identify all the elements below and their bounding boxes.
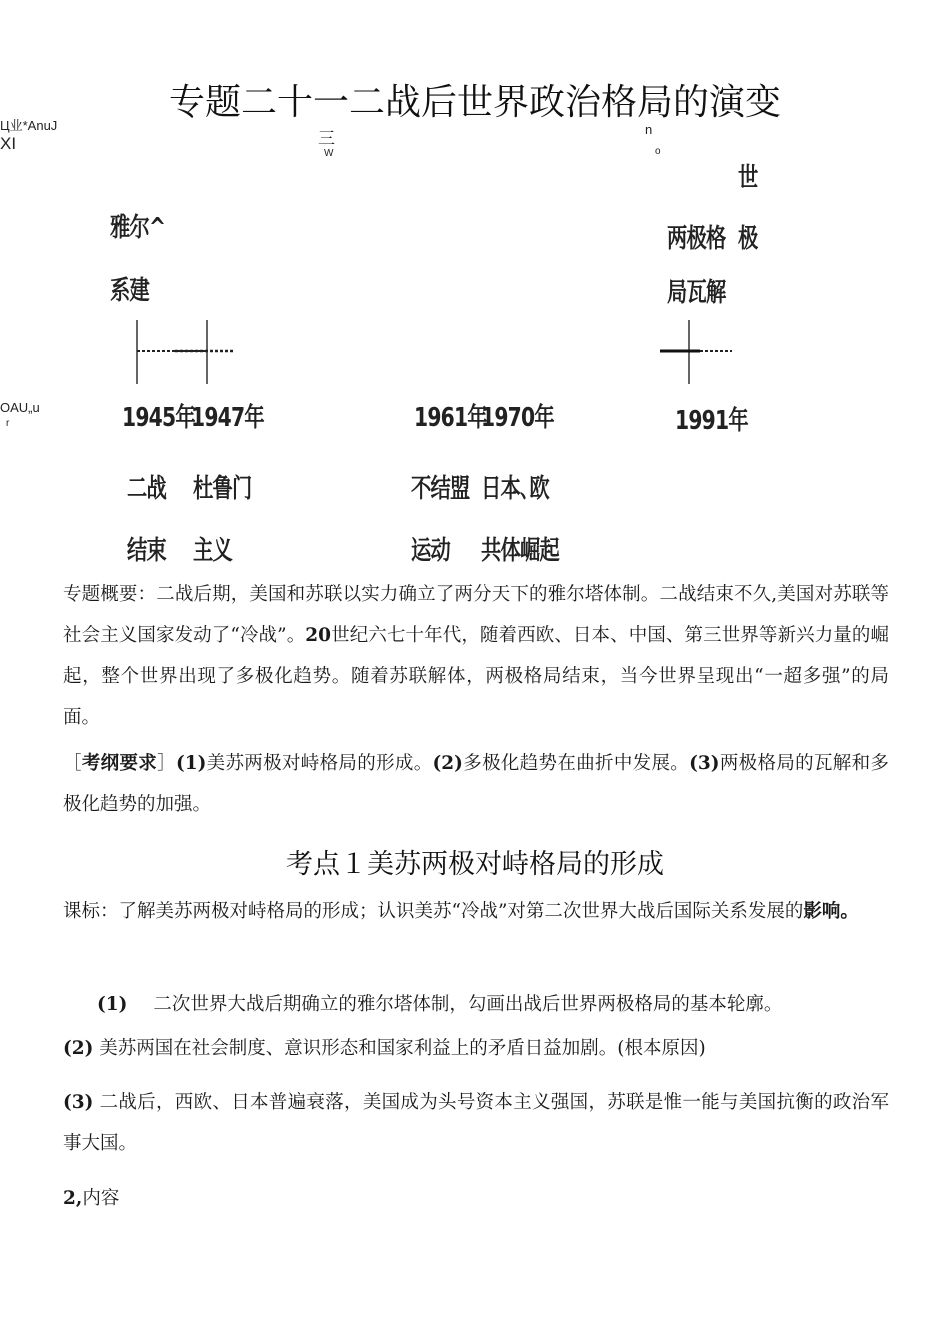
timeline-label: 极 — [738, 224, 758, 254]
bracket: ］ — [157, 753, 176, 774]
overview-number: 20 — [305, 625, 332, 646]
point-item — [63, 1034, 706, 1060]
requirements-paragraph — [63, 743, 889, 825]
timeline-label: 两极格 — [667, 224, 726, 254]
item-number: (1) — [97, 994, 128, 1015]
item-number: (2) — [63, 1038, 94, 1059]
timeline-event: 日本､欧 — [481, 474, 549, 504]
section-title: 考点１美苏两极对峙格局的形成 — [286, 849, 664, 880]
timeline-year: 1961年 — [414, 403, 487, 433]
artifact-text: r — [6, 418, 10, 429]
curriculum-bold: 影响。 — [803, 901, 859, 922]
point-item — [63, 1082, 889, 1164]
timeline-label: 系建 — [110, 276, 150, 306]
artifact-text: W — [324, 148, 334, 159]
requirement-text: 多极化趋势在曲折中发展。 — [462, 753, 690, 774]
subheading-text: 内容 — [82, 1188, 120, 1209]
point-item — [97, 990, 782, 1016]
artifact-text: Ц业*AnuJ — [0, 118, 58, 133]
timeline-event: 运动 — [411, 536, 451, 566]
requirement-text: 两极格局的瓦解和多极化趋势的加强。 — [63, 753, 889, 815]
artifact-text: OAU„u — [0, 400, 40, 415]
item-number: 2, — [63, 1188, 83, 1209]
overview-label: 专题概要： — [63, 584, 157, 605]
curriculum-paragraph — [63, 891, 889, 932]
requirements-label: 考纲要求 — [81, 753, 158, 774]
timeline-label: 世 — [738, 163, 758, 193]
page-title: 专题二十一二战后世界政治格局的演变 — [168, 82, 781, 123]
timeline-year: 1945年 — [122, 403, 195, 433]
point-text: 二战后，西欧、日本普遍衰落，美国成为头号资本主义强国，苏联是惟一能与美国抗衡的政治军事大国。 — [63, 1092, 889, 1154]
timeline-year: 1970年 — [481, 403, 554, 433]
artifact-text: n — [645, 122, 653, 137]
timeline-year: 1947年 — [191, 403, 264, 433]
point-text: 美苏两国在社会制度、意识形态和国家利益上的矛盾日益加剧。(根本原因) — [99, 1038, 706, 1059]
curriculum-text: 课标：了解美苏两极对峙格局的形成；认识美苏“冷战”对第二次世界大战后国际关系发展的 — [63, 901, 804, 922]
overview-paragraph — [63, 574, 889, 738]
timeline-event: 不结盟 — [411, 474, 470, 504]
timeline-year: 1991年 — [675, 406, 748, 436]
overview-text: 二战后期，美国和苏联以实力确立了两分天下的雅尔塔体制。二战结束不久,美国对苏联等社会主义国家发动了“冷战”。 — [63, 584, 889, 646]
timeline-event: 杜鲁门 — [193, 474, 252, 504]
timeline-label: 局瓦解 — [667, 278, 726, 308]
artifact-text: 三 — [318, 129, 335, 148]
timeline-event: 主义 — [193, 536, 233, 566]
requirement-text: 美苏两极对峙格局的形成。 — [206, 753, 433, 774]
item-number: (3) — [689, 753, 720, 774]
artifact-text: o — [655, 146, 661, 157]
item-number: (1) — [175, 753, 207, 774]
overview-text: 世纪六七十年代，随着西欧、日本、中国、第三世界等新兴力量的崛起，整个世界出现了多极化趋势。随着苏联解体，两极格局结束，当今世界呈现出“一超多强”的局面。 — [63, 625, 889, 728]
item-number: (2) — [432, 753, 463, 774]
timeline-label: 雅尔^ — [110, 213, 166, 243]
bracket: ［ — [63, 753, 82, 774]
item-number: (3) — [63, 1092, 94, 1113]
timeline-event: 共体崛起 — [481, 536, 560, 566]
timeline-event: 结束 — [127, 536, 167, 566]
point-text: 二次世界大战后期确立的雅尔塔体制，勾画出战后世界两极格局的基本轮廓。 — [153, 994, 783, 1015]
artifact-text: XI — [0, 134, 17, 153]
timeline-event: 二战 — [127, 474, 167, 504]
subheading — [63, 1184, 119, 1210]
